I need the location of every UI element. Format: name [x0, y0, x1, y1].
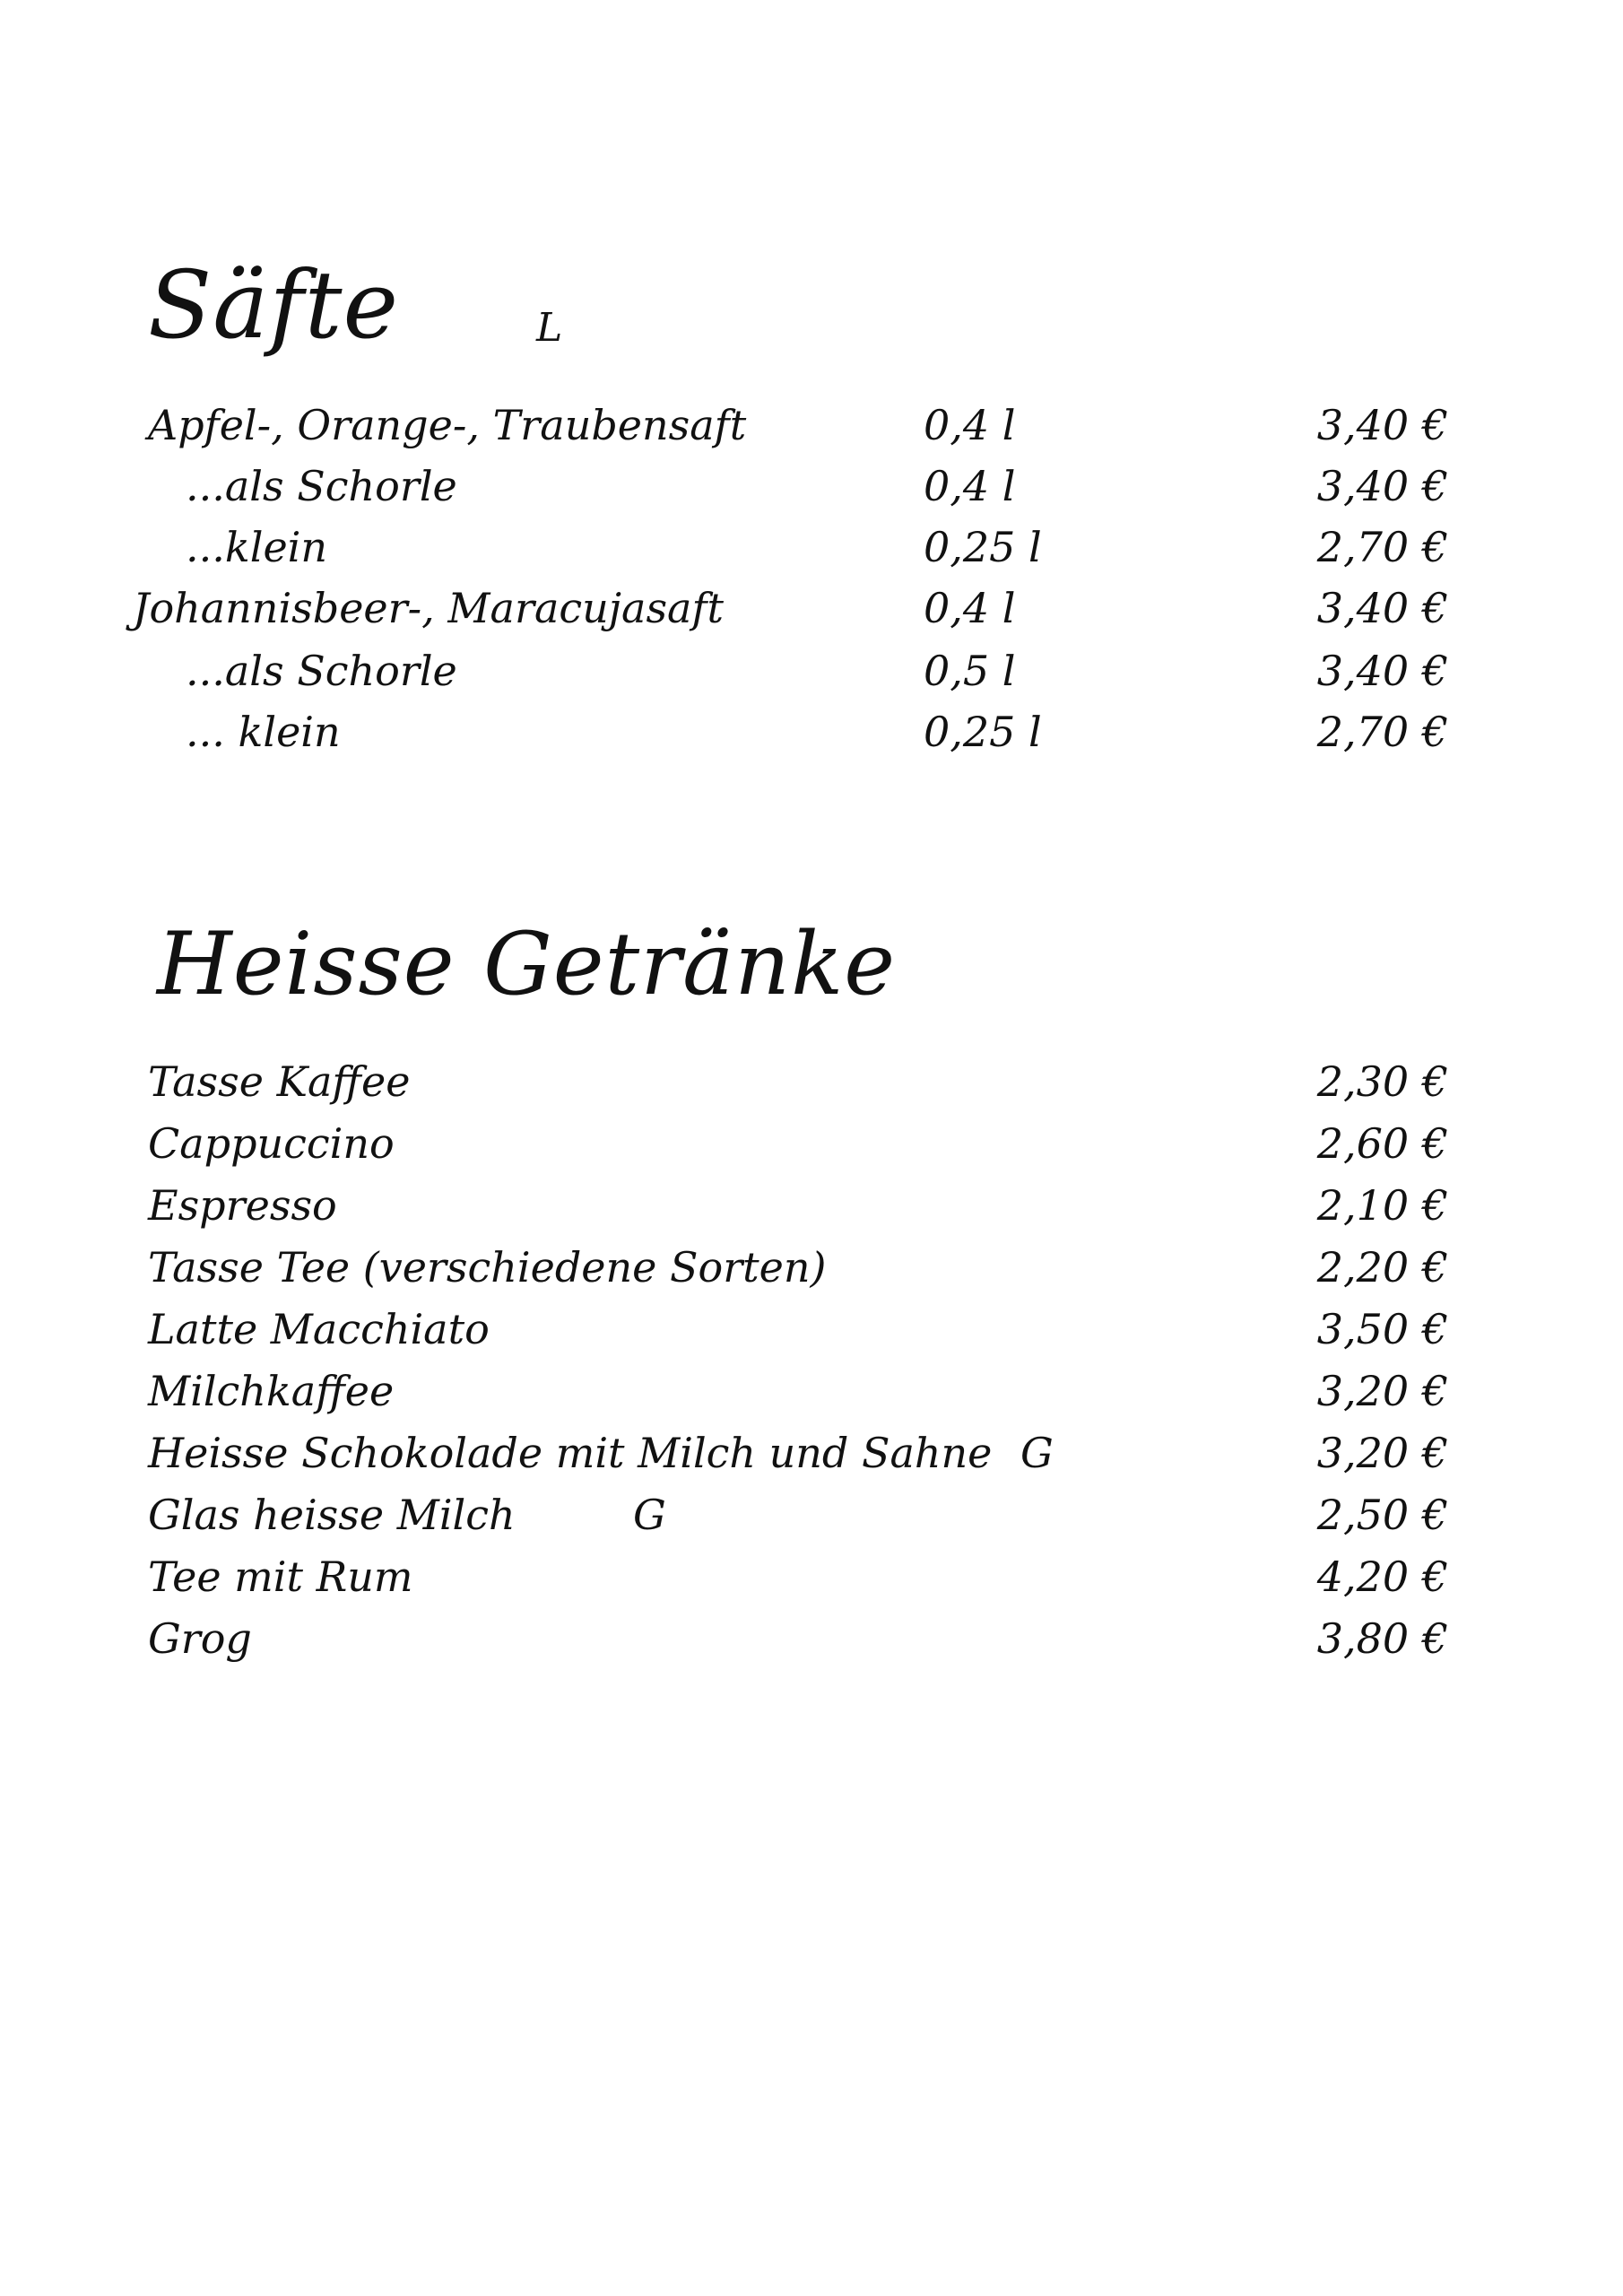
menu-item-row	[0, 1361, 1623, 1422]
item-price: 2,30 €	[1316, 1057, 1448, 1106]
item-name: Tee mit Rum	[148, 1552, 413, 1601]
menu-item-row	[0, 1237, 1623, 1298]
allergen-marker: G	[1020, 1429, 1054, 1477]
item-price: 3,40 €	[1316, 401, 1448, 449]
menu-item-row	[0, 517, 1623, 578]
item-name: Tasse Tee (verschiedene Sorten)	[148, 1243, 827, 1292]
item-name: Tasse Kaffee	[148, 1057, 411, 1106]
item-price: 2,50 €	[1316, 1491, 1448, 1539]
item-name: Glas heisse Milch	[148, 1491, 516, 1539]
menu-item-row	[0, 395, 1623, 456]
menu-item-row	[0, 1422, 1623, 1483]
item-name: Grog	[148, 1614, 252, 1663]
item-volume: 0,4 l	[924, 462, 1016, 510]
item-volume: 0,4 l	[924, 584, 1016, 632]
item-name: Cappuccino	[148, 1119, 395, 1168]
item-name: Latte Macchiato	[148, 1305, 490, 1353]
item-name: Heisse Schokolade mit Milch und Sahne	[148, 1429, 993, 1477]
item-price: 3,80 €	[1316, 1614, 1448, 1663]
item-price: 2,70 €	[1316, 708, 1448, 756]
item-price: 2,70 €	[1316, 523, 1448, 571]
menu-item-row	[0, 1546, 1623, 1607]
item-price: 2,20 €	[1316, 1243, 1448, 1292]
item-price: 3,20 €	[1316, 1367, 1448, 1415]
item-volume: 0,4 l	[924, 401, 1016, 449]
item-name: Johannisbeer-, Maracujasaft	[133, 584, 724, 632]
menu-item-row	[0, 701, 1623, 762]
item-price: 3,20 €	[1316, 1429, 1448, 1477]
allergen-marker: G	[633, 1491, 666, 1539]
menu-item-row	[0, 1175, 1623, 1236]
menu-item-row	[0, 1051, 1623, 1112]
item-price: 2,60 €	[1316, 1119, 1448, 1168]
item-name: Espresso	[148, 1181, 337, 1230]
item-name: ...als Schorle	[186, 462, 457, 510]
item-name: Apfel-, Orange-, Traubensaft	[148, 401, 747, 449]
menu-item-row	[0, 578, 1623, 639]
item-volume: 0,25 l	[924, 523, 1042, 571]
section-title-heisse-getraenke: Heisse Getränke	[157, 914, 897, 1014]
item-price: 3,50 €	[1316, 1305, 1448, 1353]
item-name: ...als Schorle	[186, 647, 457, 695]
item-price: 2,10 €	[1316, 1181, 1448, 1230]
item-price: 3,40 €	[1316, 647, 1448, 695]
item-price: 3,40 €	[1316, 462, 1448, 510]
item-volume: 0,25 l	[924, 708, 1042, 756]
item-name: ...klein	[186, 523, 328, 571]
item-volume: 0,5 l	[924, 647, 1016, 695]
item-price: 3,40 €	[1316, 584, 1448, 632]
item-name: Milchkaffee	[148, 1367, 395, 1415]
menu-item-row	[0, 640, 1623, 701]
menu-item-row	[0, 456, 1623, 517]
allergen-marker-saefte: L	[536, 305, 563, 351]
section-title-saefte: Säfte	[148, 250, 400, 360]
menu-item-row	[0, 1113, 1623, 1174]
menu-item-row	[0, 1484, 1623, 1545]
item-name: ... klein	[186, 708, 341, 756]
menu-item-row	[0, 1299, 1623, 1360]
item-price: 4,20 €	[1316, 1552, 1448, 1601]
menu-item-row	[0, 1608, 1623, 1669]
